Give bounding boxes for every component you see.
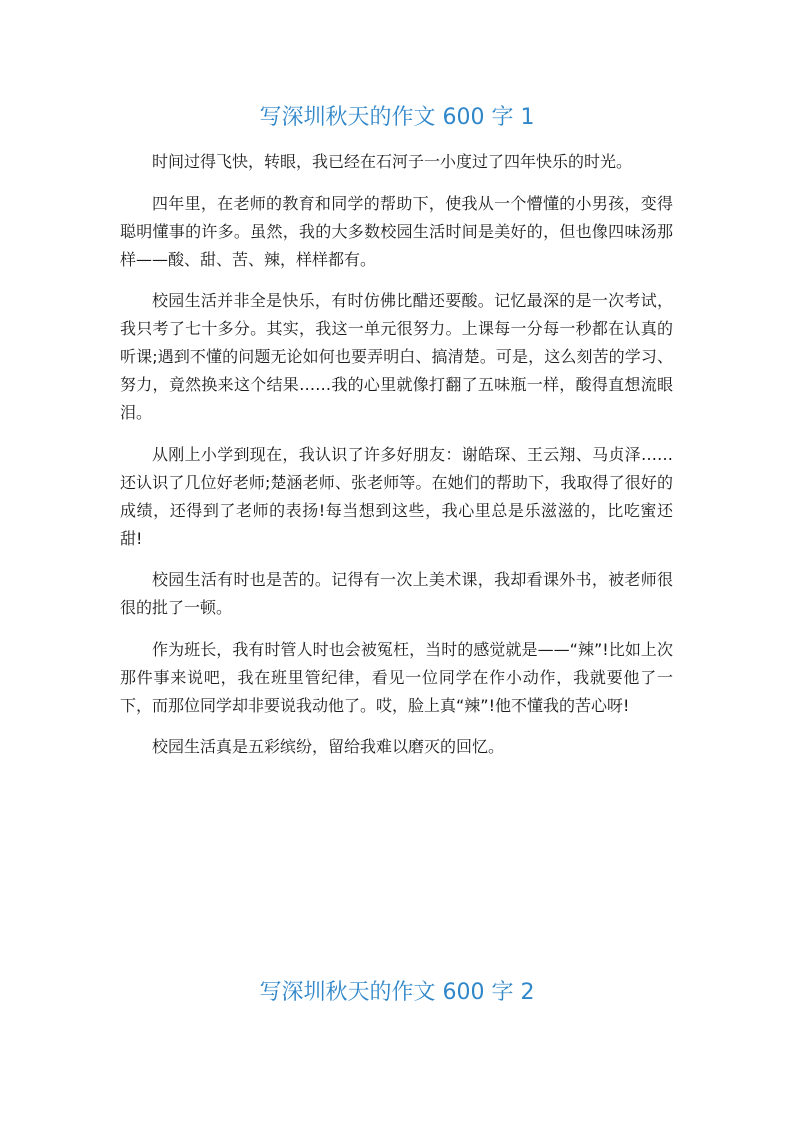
paragraph-5: 校园生活有时也是苦的。记得有一次上美术课，我却看课外书，被老师很很的批了一顿。: [120, 570, 673, 617]
paragraph-7: 校园生活真是五彩缤纷，留给我难以磨灭的回忆。: [152, 737, 505, 756]
paragraph-2: 四年里，在老师的教育和同学的帮助下，使我从一个懵懂的小男孩，变得聪明懂事的许多。虽然，我的大多数校园生活时间是美好的，但也像四味汤那样——酸、甜、苦、辣，样样都有。: [120, 193, 673, 269]
paragraph-6: 作为班长，我有时管人时也会被冤枉，当时的感觉就是——“辣”!比如上次那件事来说吧，我在班里管纪律，看见一位同学在作小动作，我就要他了一下，而那位同学却非要说我动他了。哎，脸上真“辣”!他不懂我的苦心呀!: [120, 639, 673, 715]
paragraph-3: 校园生活并非全是快乐，有时仿佛比醋还要酸。记忆最深的是一次考试，我只考了七十多分。其实，我这一单元很努力。上课每一分每一秒都在认真的听课;遇到不懂的问题无论如何也要弄明白、搞清楚。可是，这么刻苦的学习、努力，竟然换来这个结果……我的心里就像打翻了五味瓶一样，酸得直想流眼泪。: [120, 291, 673, 422]
paragraph-1: 时间过得飞快，转眼，我已经在石河子一小度过了四年快乐的时光。: [152, 152, 633, 171]
paragraph-4: 从刚上小学到现在，我认识了许多好朋友：谢皓琛、王云翔、马贞泽……还认识了几位好老师;楚涵老师、张老师等。在她们的帮助下，我取得了很好的成绩，还得到了老师的表扬!每当想到这些，我心里总是乐滋滋的，比吃蜜还甜!: [120, 444, 673, 548]
essay-title-2: 写深圳秋天的作文 600 字 2: [259, 980, 535, 1005]
essay-title-1: 写深圳秋天的作文 600 字 1: [259, 105, 535, 130]
essay-body: [120, 148, 673, 775]
